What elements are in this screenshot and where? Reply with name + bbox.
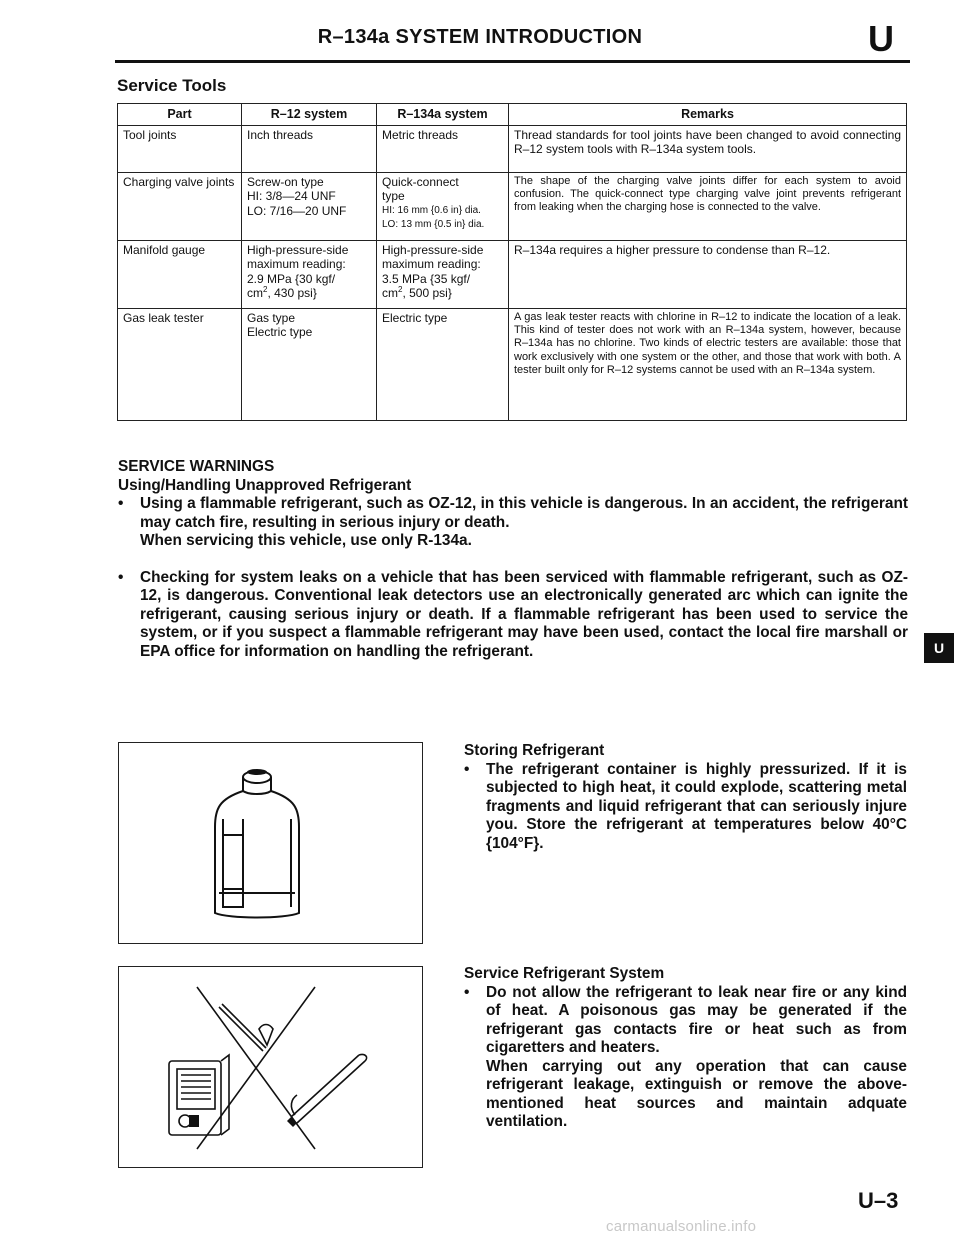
service-system-heading: Service Refrigerant System <box>464 965 665 982</box>
service-warnings <box>118 458 908 661</box>
header-rule <box>115 60 910 63</box>
table-cell-part: Tool joints <box>118 125 242 172</box>
table-cell-remarks: The shape of the charging valve joints differ for each system to avoid confusion. The quick-connect type charging valve joint prevents refrigerant from leaking when the charging hose is connected to the valve. <box>509 172 907 240</box>
refrigerant-can-figure <box>118 742 423 944</box>
table-cell-r134a: Quick-connect type HI: 16 mm {0.6 in} dia. LO: 13 mm {0.5 in} dia. <box>377 172 509 240</box>
storing-bullet <box>464 761 907 854</box>
table-cell-r12: Screw-on type HI: 3/8—24 UNF LO: 7/16—20 UNF <box>242 172 377 240</box>
warning-text: Checking for system leaks on a vehicle that has been serviced with flammable refrigerant, such as OZ-12, is dangerous. Conventional leak detectors use an electronically generated arc which can ignite the refrigerant, causing serious injury or death. If a flammable refrigerant has been used to service the system, or if you suspect a flammable refrigerant may have been used, contact the local fire marshall or EPA office for information on handling the refrigerant. <box>140 568 908 660</box>
service-tools-table <box>117 103 907 421</box>
table-row <box>118 240 907 308</box>
table-cell-part: Charging valve joints <box>118 172 242 240</box>
bullet-glyph: • <box>118 568 124 586</box>
table-row <box>118 308 907 420</box>
table-cell-remarks: A gas leak tester reacts with chlorine in R–12 to indicate the location of a leak. This kind of tester does not work with an R–134a system, however, because R–134a has no chlorine. Two kinds of electric testers are available: those that work exclusively with one system or the other, and those that work with both. A tester built only for R–12 systems cannot be used with an R–134a system. <box>509 308 907 420</box>
table-cell-r134a: Electric type <box>377 308 509 420</box>
service-system-followup: When carrying out any operation that can cause refrigerant leakage, extinguish or remove the above-mentioned heat sources and maintain adquate ventilation. <box>486 1057 907 1130</box>
section-tab-marker: U <box>924 633 954 663</box>
table-cell-r12: Gas type Electric type <box>242 308 377 420</box>
storing-text: The refrigerant container is highly pressurized. If it is subjected to high heat, it could explode, scattering metal fragments and liquid refrigerant that can seriously injure you. Store the refrigerant at temperatures below 40°C {104°F}. <box>486 760 907 852</box>
table-row <box>118 172 907 240</box>
service-system-bullet <box>464 984 907 1132</box>
bullet-glyph: • <box>118 495 124 512</box>
service-tools-title: Service Tools <box>117 76 227 95</box>
warnings-subheading: Using/Handling Unapproved Refrigerant <box>118 476 412 494</box>
table-header-row <box>118 104 907 126</box>
table-row <box>118 125 907 172</box>
table-cell-r134a: Metric threads <box>377 125 509 172</box>
service-system-text: Do not allow the refrigerant to leak near fire or any kind of heat. A poisonous gas may be generated if the refrigerant gas contacts fire or heat such as from cigaretters and heaters. <box>486 983 907 1056</box>
column-header: Part <box>118 104 242 126</box>
refrigerant-can-icon <box>119 743 422 943</box>
bullet-glyph: • <box>464 983 470 1001</box>
warnings-heading: SERVICE WARNINGS <box>118 458 275 475</box>
warning-text: Using a flammable refrigerant, such as OZ-12, in this vehicle is dangerous. In an accident, the refrigerant may catch fire, resulting in serious injury or death. <box>140 495 908 531</box>
no-fire-heat-figure <box>118 966 423 1168</box>
page-header-title: R–134a SYSTEM INTRODUCTION <box>317 26 643 48</box>
no-heat-sources-icon <box>119 967 422 1167</box>
table-cell-part: Manifold gauge <box>118 240 242 308</box>
warning-bullet <box>118 569 908 662</box>
table-cell-r12: Inch threads <box>242 125 377 172</box>
warning-bullet <box>118 495 908 551</box>
bullet-glyph: • <box>464 760 470 778</box>
service-refrigerant-system <box>464 965 907 1132</box>
watermark: carmanualsonline.info <box>606 1218 757 1235</box>
table-cell-remarks: R–134a requires a higher pressure to condense than R–12. <box>509 240 907 308</box>
storing-heading: Storing Refrigerant <box>464 742 605 759</box>
section-letter: U <box>868 18 894 59</box>
column-header: Remarks <box>509 104 907 126</box>
warning-followup: When servicing this vehicle, use only R-134a. <box>140 532 472 549</box>
storing-refrigerant <box>464 742 907 853</box>
page-number: U–3 <box>858 1188 899 1213</box>
table-cell-r12: High-pressure-side maximum reading: 2.9 MPa {30 kgf/ $cm^2$, 430 psi} <box>242 240 377 308</box>
column-header: R–12 system <box>242 104 377 126</box>
column-header: R–134a system <box>377 104 509 126</box>
table-cell-part: Gas leak tester <box>118 308 242 420</box>
table-cell-remarks: Thread standards for tool joints have been changed to avoid connecting R–12 system tools with R–134a system tools. <box>509 125 907 172</box>
table-cell-r134a: High-pressure-side maximum reading: 3.5 MPa {35 kgf/ $cm^2$, 500 psi} <box>377 240 509 308</box>
